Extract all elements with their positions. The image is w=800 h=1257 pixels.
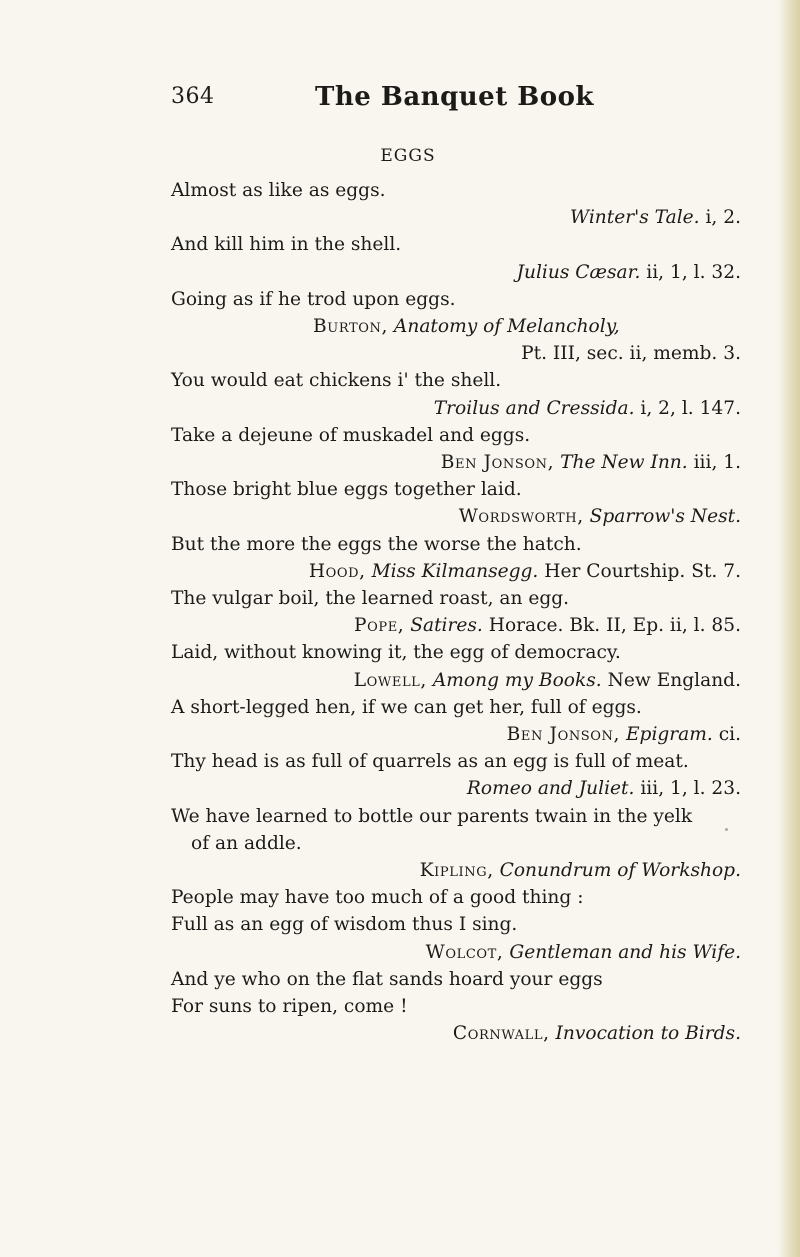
citation-reference: iii, 1, l. 23. xyxy=(634,778,741,800)
citation-reference: New England. xyxy=(601,669,741,691)
citation-line xyxy=(171,313,741,340)
speck-mark xyxy=(725,828,728,831)
quote-text: People may have too much of a good thing : xyxy=(171,887,584,909)
quote-text: Thy head is as full of quarrels as an egg is full of meat. xyxy=(171,751,689,773)
citation-line xyxy=(171,503,741,530)
citation-author: Cornwall, xyxy=(452,1023,550,1045)
quote-line xyxy=(171,748,741,775)
citation-work: Sparrow's Nest. xyxy=(589,506,741,528)
citation-line xyxy=(171,721,741,748)
citation-reference: Her Courtship. St. 7. xyxy=(538,560,741,582)
citation-work: Miss Kilmansegg. xyxy=(371,560,539,582)
citation-line xyxy=(171,939,741,966)
citation-reference: iii, 1. xyxy=(687,452,741,474)
quote-text: We have learned to bottle our parents twain in the yelk xyxy=(171,805,693,827)
quote-text: Full as an egg of wisdom thus I sing. xyxy=(171,914,518,936)
quote-line xyxy=(171,585,741,612)
citation-line xyxy=(171,204,741,231)
citation-reference: ii, 1, l. 32. xyxy=(640,261,741,283)
page-header xyxy=(171,84,731,120)
citation-reference: i, 2, l. 147. xyxy=(634,397,741,419)
quote-text: And ye who on the flat sands hoard your eggs xyxy=(171,968,603,990)
citation-line xyxy=(171,775,741,802)
page-edge-shading xyxy=(778,0,800,1257)
citation-author: Wordsworth, xyxy=(458,506,584,528)
citation-line xyxy=(171,558,741,585)
citation-line xyxy=(171,395,741,422)
quote-text: Those bright blue eggs together laid. xyxy=(171,479,522,501)
quote-line xyxy=(171,639,741,666)
running-title: The Banquet Book xyxy=(315,82,594,112)
citation-work: Anatomy of Melancholy, xyxy=(393,316,620,338)
citation-author: Kipling, xyxy=(419,860,494,882)
citation-reference: Horace. Bk. II, Ep. ii, l. 85. xyxy=(482,615,741,637)
quote-text: of an addle. xyxy=(191,832,302,854)
page-number: 364 xyxy=(171,84,215,109)
quote-text: Going as if he trod upon eggs. xyxy=(171,288,456,310)
quote-text: The vulgar boil, the learned roast, an egg. xyxy=(171,588,570,610)
citation-work: Invocation to Birds. xyxy=(555,1023,741,1045)
citation-author: Burton, xyxy=(313,316,388,338)
citation-author: Hood, xyxy=(308,560,366,582)
quote-text: Take a dejeune of muskadel and eggs. xyxy=(171,424,531,446)
citation-author: Wolcot, xyxy=(425,941,504,963)
quote-continuation-line xyxy=(171,830,741,857)
quote-text: But the more the eggs the worse the hatch. xyxy=(171,533,582,555)
citation-author: Lowell, xyxy=(353,669,427,691)
section-title: EGGS xyxy=(380,146,436,166)
quote-line xyxy=(171,476,741,503)
citation-work: Romeo and Juliet. xyxy=(466,778,635,800)
citation-work: Conundrum of Workshop. xyxy=(499,860,741,882)
quotation-list xyxy=(171,177,741,1048)
quote-line xyxy=(171,177,741,204)
citation-work: The New Inn. xyxy=(560,452,688,474)
quote-line xyxy=(171,993,741,1020)
citation-author: Pope, xyxy=(354,615,405,637)
citation-work: Julius Cæsar. xyxy=(516,261,641,283)
quote-line xyxy=(171,422,741,449)
citation-work: Gentleman and his Wife. xyxy=(509,941,741,963)
quote-line xyxy=(171,694,741,721)
citation-reference: i, 2. xyxy=(699,207,741,229)
citation-line xyxy=(171,667,741,694)
quote-line xyxy=(171,966,741,993)
citation-work: Satires. xyxy=(410,615,483,637)
citation-line xyxy=(171,259,741,286)
citation-line xyxy=(171,1020,741,1047)
citation-line xyxy=(171,612,741,639)
citation-reference: ci. xyxy=(712,724,741,746)
citation-reference: Pt. III, sec. ii, memb. 3. xyxy=(521,343,741,365)
quote-line xyxy=(171,286,741,313)
citation-work: Among my Books. xyxy=(432,669,602,691)
quote-text: You would eat chickens i' the shell. xyxy=(171,370,502,392)
quote-text: Laid, without knowing it, the egg of democracy. xyxy=(171,642,621,664)
quote-line xyxy=(171,531,741,558)
citation-line xyxy=(171,449,741,476)
citation-work: Epigram. xyxy=(625,724,713,746)
citation-line xyxy=(171,857,741,884)
quote-text: A short-legged hen, if we can get her, full of eggs. xyxy=(171,696,642,718)
quote-text: And kill him in the shell. xyxy=(171,234,402,256)
quote-text: Almost as like as eggs. xyxy=(171,180,386,201)
citation-author: Ben Jonson, xyxy=(440,452,555,474)
citation-work: Troilus and Cressida. xyxy=(433,397,635,419)
quote-line xyxy=(171,803,741,830)
quote-line xyxy=(171,911,741,938)
quote-line xyxy=(171,231,741,258)
quote-text: For suns to ripen, come ! xyxy=(171,996,408,1018)
quote-line xyxy=(171,884,741,911)
quote-line xyxy=(171,367,741,394)
citation-work: Winter's Tale. xyxy=(570,207,700,229)
citation-author: Ben Jonson, xyxy=(506,724,621,746)
citation-line xyxy=(171,340,741,367)
